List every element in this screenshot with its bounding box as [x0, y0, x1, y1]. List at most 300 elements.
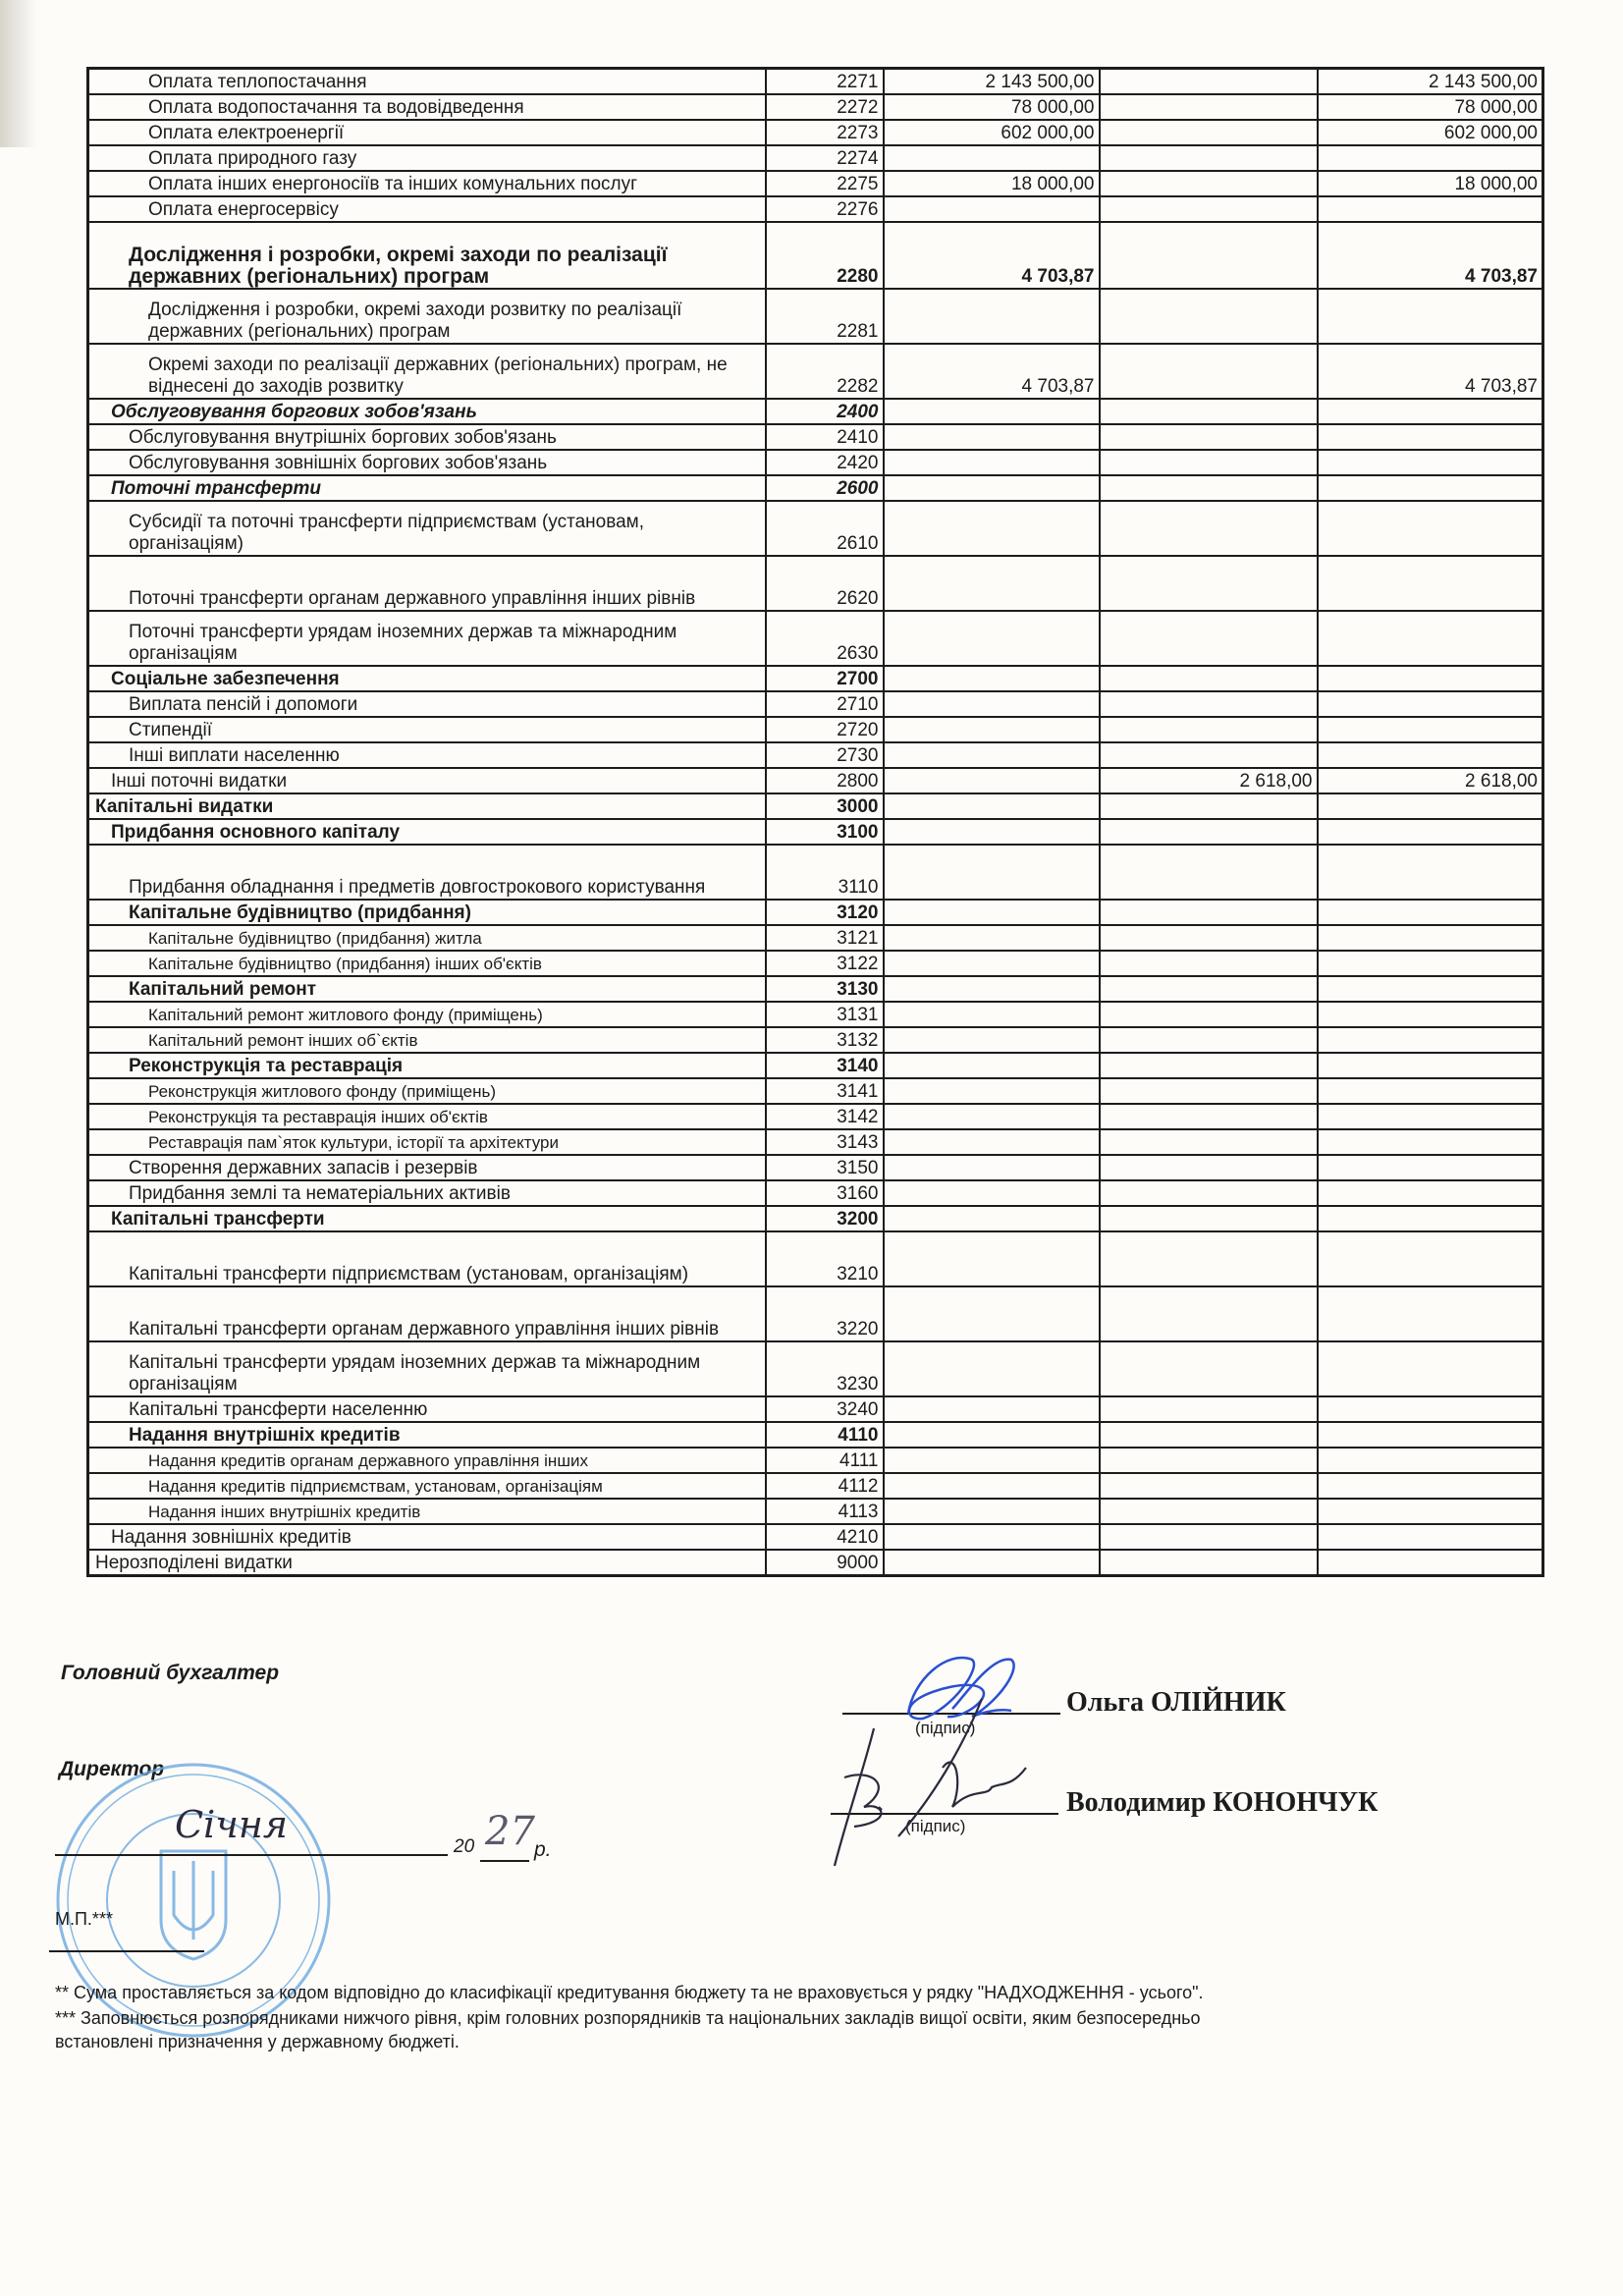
row-value-v3: 4 703,87 [1318, 222, 1543, 289]
row-value-v3 [1318, 666, 1543, 691]
row-value-v1 [884, 1396, 1100, 1422]
row-code: 3200 [766, 1206, 884, 1231]
table-row [88, 611, 1543, 666]
table-row [88, 1473, 1543, 1499]
expenditure-table-body [88, 69, 1543, 1576]
row-value-v2 [1100, 819, 1318, 845]
row-label: Придбання обладнання і предметів довгострокового користування [88, 845, 766, 900]
row-value-v3 [1318, 1078, 1543, 1104]
footnote-2: *** Заповнюється розпорядниками нижчого рівня, крім головних розпорядників та національних закладів вищої освіти, яким безпосередньо [55, 2008, 1201, 2028]
row-value-v2 [1100, 1104, 1318, 1129]
row-value-v1 [884, 450, 1100, 475]
row-value-v1 [884, 289, 1100, 344]
row-label: Субсидії та поточні трансферти підприємствам (установам, організаціям) [88, 501, 766, 556]
row-label: Дослідження і розробки, окремі заходи розвитку по реалізації державних (регіональних) програм [88, 289, 766, 344]
row-value-v3 [1318, 450, 1543, 475]
row-value-v2 [1100, 1341, 1318, 1396]
row-value-v3 [1318, 1129, 1543, 1155]
table-row [88, 450, 1543, 475]
row-value-v2: 2 618,00 [1100, 768, 1318, 793]
row-code: 3140 [766, 1053, 884, 1078]
date-year-handwritten: 27 [485, 1809, 535, 1854]
row-label: Капітальні трансферти населенню [88, 1396, 766, 1422]
row-label: Обслуговування внутрішніх боргових зобов'язань [88, 424, 766, 450]
row-label: Оплата теплопостачання [88, 69, 766, 95]
row-value-v1 [884, 1448, 1100, 1473]
row-value-v2 [1100, 925, 1318, 951]
row-label: Реконструкція та реставрація [88, 1053, 766, 1078]
row-value-v2 [1100, 1550, 1318, 1576]
table-row [88, 475, 1543, 501]
row-value-v3 [1318, 845, 1543, 900]
row-value-v1 [884, 845, 1100, 900]
row-value-v2 [1100, 1396, 1318, 1422]
row-value-v3 [1318, 1396, 1543, 1422]
row-value-v1 [884, 611, 1100, 666]
table-row [88, 793, 1543, 819]
row-label: Обслуговування зовнішніх боргових зобов'язань [88, 450, 766, 475]
row-code: 3142 [766, 1104, 884, 1129]
row-value-v2 [1100, 1053, 1318, 1078]
row-label: Капітальний ремонт інших об`єктів [88, 1027, 766, 1053]
director-signature-icon [815, 1689, 1070, 1886]
row-label: Соціальне забезпечення [88, 666, 766, 691]
row-code: 3160 [766, 1180, 884, 1206]
row-label: Оплата інших енергоносіїв та інших комунальних послуг [88, 171, 766, 196]
table-row [88, 120, 1543, 145]
row-label: Надання внутрішніх кредитів [88, 1422, 766, 1448]
row-value-v3 [1318, 399, 1543, 424]
row-value-v2 [1100, 951, 1318, 976]
date-month-handwritten: Січня [175, 1803, 289, 1846]
row-code: 4113 [766, 1499, 884, 1524]
row-value-v3 [1318, 717, 1543, 742]
row-label: Капітальні трансферти органам державного управління інших рівнів [88, 1286, 766, 1341]
row-value-v3 [1318, 1286, 1543, 1341]
row-value-v3: 4 703,87 [1318, 344, 1543, 399]
row-value-v1 [884, 1053, 1100, 1078]
director-name: Володимир КОНОНЧУК [1066, 1787, 1379, 1818]
row-code: 3130 [766, 976, 884, 1002]
row-value-v2 [1100, 717, 1318, 742]
date-suffix: р. [534, 1838, 552, 1861]
row-value-v2 [1100, 69, 1318, 95]
stamp-place-line [49, 1950, 204, 1952]
row-label: Інші поточні видатки [88, 768, 766, 793]
row-value-v1 [884, 1422, 1100, 1448]
row-value-v3 [1318, 1002, 1543, 1027]
row-code: 3000 [766, 793, 884, 819]
row-value-v1 [884, 1002, 1100, 1027]
table-row [88, 1053, 1543, 1078]
table-row [88, 666, 1543, 691]
row-label: Нерозподілені видатки [88, 1550, 766, 1576]
table-row [88, 742, 1543, 768]
row-label: Реконструкція та реставрація інших об'єктів [88, 1104, 766, 1129]
row-label: Капітальне будівництво (придбання) інших об'єктів [88, 951, 766, 976]
row-value-v3 [1318, 1499, 1543, 1524]
row-code: 2420 [766, 450, 884, 475]
table-row [88, 1206, 1543, 1231]
row-value-v2 [1100, 845, 1318, 900]
table-row [88, 1499, 1543, 1524]
row-value-v2 [1100, 1129, 1318, 1155]
row-label: Оплата природного газу [88, 145, 766, 171]
row-value-v3 [1318, 1473, 1543, 1499]
row-value-v3 [1318, 1422, 1543, 1448]
row-value-v2 [1100, 120, 1318, 145]
row-label: Капітальне будівництво (придбання) житла [88, 925, 766, 951]
chief-accountant-label: Головний бухгалтер [61, 1662, 280, 1684]
row-value-v1 [884, 1550, 1100, 1576]
row-value-v3 [1318, 424, 1543, 450]
row-value-v1 [884, 1473, 1100, 1499]
row-value-v1 [884, 793, 1100, 819]
table-row [88, 1524, 1543, 1550]
row-value-v1 [884, 819, 1100, 845]
row-label: Оплата водопостачання та водовідведення [88, 94, 766, 120]
row-value-v1 [884, 1341, 1100, 1396]
row-value-v2 [1100, 171, 1318, 196]
table-row [88, 69, 1543, 95]
row-value-v3 [1318, 1524, 1543, 1550]
row-value-v1 [884, 196, 1100, 222]
row-value-v3 [1318, 1341, 1543, 1396]
row-value-v1 [884, 691, 1100, 717]
chief-accountant-name: Ольга ОЛІЙНИК [1066, 1687, 1286, 1718]
row-label: Капітальні видатки [88, 793, 766, 819]
row-label: Створення державних запасів і резервів [88, 1155, 766, 1180]
row-value-v1 [884, 951, 1100, 976]
row-code: 3132 [766, 1027, 884, 1053]
date-month-line [55, 1854, 448, 1856]
row-code: 3120 [766, 900, 884, 925]
row-value-v1 [884, 976, 1100, 1002]
row-code: 3150 [766, 1155, 884, 1180]
table-row [88, 845, 1543, 900]
row-label: Інші виплати населенню [88, 742, 766, 768]
row-value-v2 [1100, 1180, 1318, 1206]
row-value-v2 [1100, 1002, 1318, 1027]
table-row [88, 1422, 1543, 1448]
table-row [88, 424, 1543, 450]
row-value-v3 [1318, 793, 1543, 819]
row-value-v2 [1100, 501, 1318, 556]
row-code: 2274 [766, 145, 884, 171]
row-value-v1 [884, 742, 1100, 768]
row-value-v1 [884, 1180, 1100, 1206]
row-value-v2 [1100, 1286, 1318, 1341]
table-row [88, 94, 1543, 120]
row-value-v2 [1100, 145, 1318, 171]
row-code: 2280 [766, 222, 884, 289]
row-code: 2600 [766, 475, 884, 501]
table-row [88, 1286, 1543, 1341]
row-value-v1: 602 000,00 [884, 120, 1100, 145]
row-value-v3 [1318, 1448, 1543, 1473]
table-row [88, 976, 1543, 1002]
row-value-v1: 4 703,87 [884, 222, 1100, 289]
row-code: 2630 [766, 611, 884, 666]
row-code: 3100 [766, 819, 884, 845]
row-value-v3 [1318, 475, 1543, 501]
table-row [88, 556, 1543, 611]
row-code: 2410 [766, 424, 884, 450]
row-code: 3143 [766, 1129, 884, 1155]
table-row [88, 768, 1543, 793]
row-label: Капітальний ремонт [88, 976, 766, 1002]
row-value-v2 [1100, 900, 1318, 925]
row-label: Поточні трансферти органам державного управління інших рівнів [88, 556, 766, 611]
row-value-v3 [1318, 900, 1543, 925]
table-row [88, 900, 1543, 925]
row-value-v1 [884, 1104, 1100, 1129]
row-value-v3 [1318, 951, 1543, 976]
row-label: Капітальне будівництво (придбання) [88, 900, 766, 925]
row-value-v1 [884, 1524, 1100, 1550]
row-code: 2400 [766, 399, 884, 424]
row-code: 2800 [766, 768, 884, 793]
row-code: 3131 [766, 1002, 884, 1027]
table-row [88, 691, 1543, 717]
row-code: 2282 [766, 344, 884, 399]
row-code: 3122 [766, 951, 884, 976]
row-code: 2276 [766, 196, 884, 222]
row-value-v3 [1318, 819, 1543, 845]
row-code: 9000 [766, 1550, 884, 1576]
row-value-v1: 18 000,00 [884, 171, 1100, 196]
row-code: 3110 [766, 845, 884, 900]
row-value-v1 [884, 1155, 1100, 1180]
row-label: Оплата електроенергії [88, 120, 766, 145]
row-label: Капітальні трансферти урядам іноземних держав та міжнародним організаціям [88, 1341, 766, 1396]
row-value-v1: 78 000,00 [884, 94, 1100, 120]
table-row [88, 1155, 1543, 1180]
table-row [88, 1129, 1543, 1155]
stamp-place-label: М.П.*** [55, 1909, 113, 1929]
row-code: 2271 [766, 69, 884, 95]
row-label: Капітальні трансферти підприємствам (установам, організаціям) [88, 1231, 766, 1286]
row-value-v2 [1100, 1499, 1318, 1524]
row-code: 2281 [766, 289, 884, 344]
row-value-v2 [1100, 1155, 1318, 1180]
row-value-v3 [1318, 145, 1543, 171]
table-row [88, 717, 1543, 742]
row-value-v3 [1318, 1155, 1543, 1180]
row-value-v1 [884, 717, 1100, 742]
row-label: Обслуговування боргових зобов'язань [88, 399, 766, 424]
row-value-v1 [884, 1027, 1100, 1053]
row-value-v2 [1100, 222, 1318, 289]
row-code: 2275 [766, 171, 884, 196]
director-label: Директор [59, 1758, 165, 1780]
row-label: Надання кредитів підприємствам, установам, організаціям [88, 1473, 766, 1499]
row-value-v1 [884, 399, 1100, 424]
row-value-v3 [1318, 1180, 1543, 1206]
row-label: Придбання основного капіталу [88, 819, 766, 845]
row-code: 2272 [766, 94, 884, 120]
row-code: 3220 [766, 1286, 884, 1341]
director-signature-caption: (підпис) [905, 1817, 966, 1835]
row-code: 2273 [766, 120, 884, 145]
chief-accountant-signature-caption: (підпис) [915, 1719, 976, 1737]
table-row [88, 1027, 1543, 1053]
row-code: 3240 [766, 1396, 884, 1422]
table-row [88, 951, 1543, 976]
row-value-v2 [1100, 424, 1318, 450]
row-code: 4111 [766, 1448, 884, 1473]
table-row [88, 1341, 1543, 1396]
table-row [88, 1231, 1543, 1286]
row-value-v2 [1100, 450, 1318, 475]
row-label: Капітальні трансферти [88, 1206, 766, 1231]
row-value-v1 [884, 1286, 1100, 1341]
row-code: 2700 [766, 666, 884, 691]
row-code: 3141 [766, 1078, 884, 1104]
row-value-v2 [1100, 344, 1318, 399]
row-label: Надання зовнішніх кредитів [88, 1524, 766, 1550]
row-value-v3 [1318, 196, 1543, 222]
row-code: 3121 [766, 925, 884, 951]
table-row [88, 222, 1543, 289]
table-row [88, 289, 1543, 344]
row-value-v2 [1100, 289, 1318, 344]
date-year-prefix: 20 [454, 1836, 475, 1857]
table-row [88, 171, 1543, 196]
table-row [88, 1078, 1543, 1104]
table-row [88, 344, 1543, 399]
table-row [88, 1180, 1543, 1206]
row-value-v2 [1100, 196, 1318, 222]
row-value-v3 [1318, 691, 1543, 717]
row-label: Поточні трансферти [88, 475, 766, 501]
row-code: 3230 [766, 1341, 884, 1396]
row-value-v3 [1318, 1053, 1543, 1078]
row-label: Надання кредитів органам державного управління інших [88, 1448, 766, 1473]
row-value-v3 [1318, 1027, 1543, 1053]
row-label: Надання інших внутрішніх кредитів [88, 1499, 766, 1524]
table-row [88, 925, 1543, 951]
table-row [88, 1002, 1543, 1027]
row-value-v1 [884, 900, 1100, 925]
row-label: Придбання землі та нематеріальних активів [88, 1180, 766, 1206]
table-row [88, 1104, 1543, 1129]
table-row [88, 196, 1543, 222]
row-value-v2 [1100, 475, 1318, 501]
row-value-v1 [884, 768, 1100, 793]
row-value-v2 [1100, 666, 1318, 691]
row-label: Дослідження і розробки, окремі заходи по реалізації державних (регіональних) програм [88, 222, 766, 289]
row-value-v2 [1100, 793, 1318, 819]
row-value-v1 [884, 1206, 1100, 1231]
row-value-v3: 602 000,00 [1318, 120, 1543, 145]
row-code: 2730 [766, 742, 884, 768]
row-value-v1: 4 703,87 [884, 344, 1100, 399]
scan-page-edge [0, 0, 37, 147]
row-value-v1 [884, 1129, 1100, 1155]
row-label: Поточні трансферти урядам іноземних держав та міжнародним організаціям [88, 611, 766, 666]
row-code: 4112 [766, 1473, 884, 1499]
row-value-v2 [1100, 742, 1318, 768]
row-code: 2720 [766, 717, 884, 742]
row-value-v2 [1100, 1448, 1318, 1473]
row-value-v3 [1318, 976, 1543, 1002]
row-value-v2 [1100, 1473, 1318, 1499]
row-value-v3: 78 000,00 [1318, 94, 1543, 120]
row-value-v3 [1318, 289, 1543, 344]
row-value-v1 [884, 475, 1100, 501]
row-value-v2 [1100, 691, 1318, 717]
row-value-v1 [884, 1078, 1100, 1104]
table-row [88, 399, 1543, 424]
table-row [88, 501, 1543, 556]
row-value-v1 [884, 925, 1100, 951]
row-value-v1: 2 143 500,00 [884, 69, 1100, 95]
date-year-line [480, 1860, 529, 1862]
row-value-v2 [1100, 556, 1318, 611]
table-row [88, 819, 1543, 845]
row-value-v3 [1318, 1206, 1543, 1231]
row-value-v3 [1318, 742, 1543, 768]
row-value-v3 [1318, 925, 1543, 951]
row-code: 4210 [766, 1524, 884, 1550]
row-value-v3 [1318, 556, 1543, 611]
row-value-v3 [1318, 1231, 1543, 1286]
row-value-v3: 18 000,00 [1318, 171, 1543, 196]
row-label: Реконструкція житлового фонду (приміщень) [88, 1078, 766, 1104]
row-value-v3: 2 618,00 [1318, 768, 1543, 793]
table-row [88, 145, 1543, 171]
row-code: 2620 [766, 556, 884, 611]
row-value-v2 [1100, 94, 1318, 120]
row-code: 4110 [766, 1422, 884, 1448]
row-value-v1 [884, 556, 1100, 611]
table-row [88, 1396, 1543, 1422]
row-value-v2 [1100, 611, 1318, 666]
row-value-v2 [1100, 976, 1318, 1002]
row-value-v1 [884, 501, 1100, 556]
row-value-v2 [1100, 1422, 1318, 1448]
row-label: Виплата пенсій і допомоги [88, 691, 766, 717]
table-row [88, 1550, 1543, 1576]
row-value-v1 [884, 1499, 1100, 1524]
row-label: Капітальний ремонт житлового фонду (приміщень) [88, 1002, 766, 1027]
row-code: 2610 [766, 501, 884, 556]
row-value-v1 [884, 145, 1100, 171]
row-code: 2710 [766, 691, 884, 717]
footnote-1: ** Сума проставляється за кодом відповідно до класифікації кредитування бюджету та не враховується у рядку "НАДХОДЖЕННЯ - усього". [55, 1983, 1204, 2002]
row-value-v2 [1100, 1027, 1318, 1053]
row-label: Реставрація пам`яток культури, історії та архітектури [88, 1129, 766, 1155]
table-row [88, 1448, 1543, 1473]
row-value-v2 [1100, 1231, 1318, 1286]
row-label: Стипендії [88, 717, 766, 742]
row-value-v3 [1318, 1550, 1543, 1576]
row-value-v2 [1100, 1206, 1318, 1231]
row-value-v3: 2 143 500,00 [1318, 69, 1543, 95]
row-value-v1 [884, 1231, 1100, 1286]
row-label: Оплата енергосервісу [88, 196, 766, 222]
row-value-v3 [1318, 611, 1543, 666]
row-value-v1 [884, 424, 1100, 450]
expenditure-table [86, 67, 1544, 1577]
row-value-v3 [1318, 501, 1543, 556]
row-value-v2 [1100, 1078, 1318, 1104]
row-value-v1 [884, 666, 1100, 691]
row-value-v2 [1100, 1524, 1318, 1550]
row-code: 3210 [766, 1231, 884, 1286]
row-label: Окремі заходи по реалізації державних (регіональних) програм, не віднесені до заходів розвитку [88, 344, 766, 399]
